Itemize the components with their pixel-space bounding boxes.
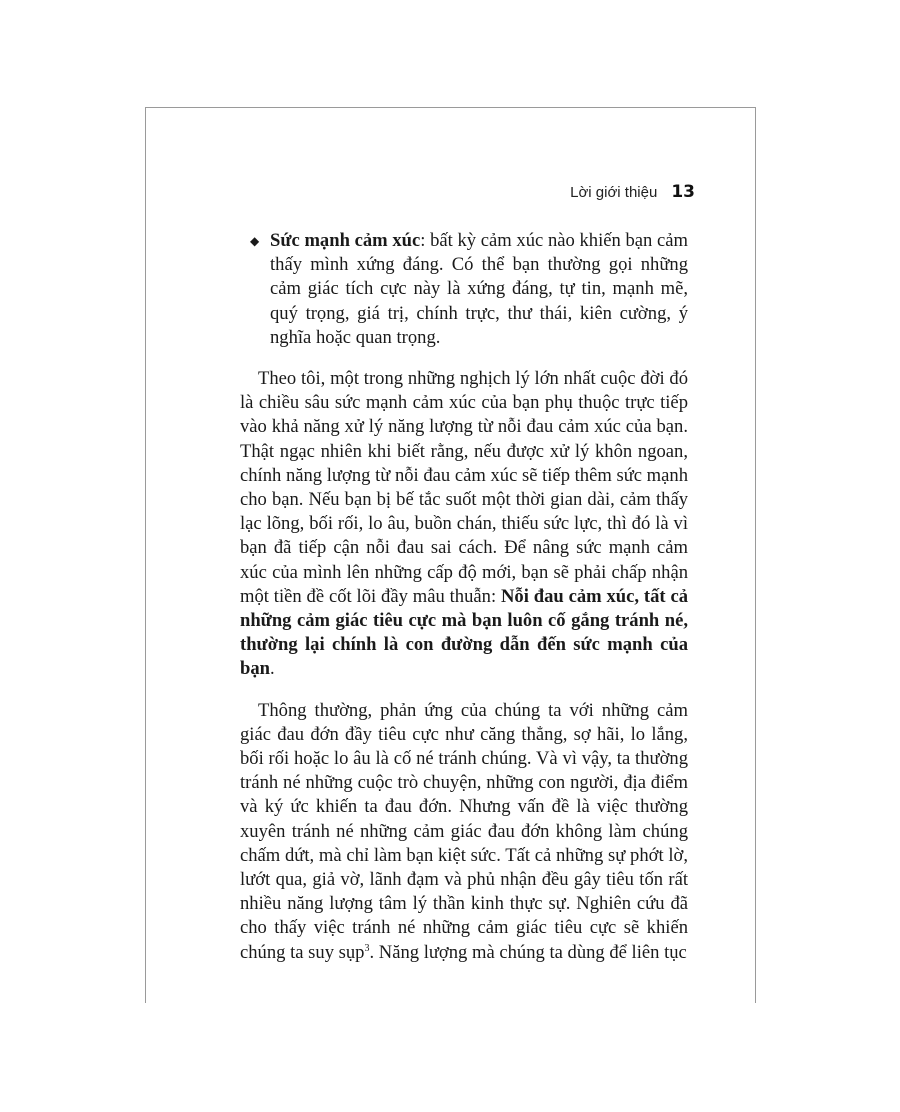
paragraph-1-bold: Nỗi đau cảm xúc, tất cả những cảm giác tiêu cực mà bạn luôn cố gắng tránh né, thường lại chính là con đường dẫn đến sức mạnh của bạn	[240, 585, 688, 680]
bullet-text: : bất kỳ cảm xúc nào khiến bạn cảm thấy mình xứng đáng. Có thể bạn thường gọi những cảm giác tích cực này là xứng đáng, tự tin, mạnh mẽ, quý trọng, giá trị, chính trực, thư thái, kiên cường, ý nghĩa hoặc quan trọng.	[270, 230, 688, 348]
page-number: 13	[671, 182, 695, 202]
footnote-ref[interactable]: 3	[364, 942, 370, 954]
page-body	[240, 229, 688, 982]
paragraph-2-tail: . Năng lượng mà chúng ta dùng để liên tục	[369, 941, 687, 963]
paragraph-1-end: .	[269, 658, 275, 680]
running-header	[570, 182, 695, 202]
bullet-term: Sức mạnh cảm xúc	[270, 230, 421, 251]
chapter-title: Lời giới thiệu	[570, 184, 658, 201]
bullet-item	[240, 229, 688, 350]
book-page	[145, 107, 756, 1003]
paragraph-2-text: Thông thường, phản ứng của chúng ta với những cảm giác đau đớn đầy tiêu cực như căng thẳng, sợ hãi, lo lắng, bối rối hoặc lo âu là cố né tránh chúng. Và vì vậy, ta thường tránh né những cuộc trò chuyện, những con người, địa điểm và ký ức khiến ta đau đớn. Nhưng vấn đề là việc thường xuyên tránh né những cảm giác đau đớn không làm chúng chấm dứt, mà chỉ làm bạn kiệt sức. Tất cả những sự phớt lờ, lướt qua, giả vờ, lãnh đạm và phủ nhận đều gây tiêu tốn rất nhiều năng lượng tâm lý thần kinh thực sự. Nghiên cứu đã cho thấy việc tránh né những cảm giác tiêu cực sẽ khiến chúng ta suy sụp	[240, 699, 688, 963]
paragraph-1-text: Theo tôi, một trong những nghịch lý lớn nhất cuộc đời đó là chiều sâu sức mạnh cảm xúc của bạn phụ thuộc trực tiếp vào khả năng xử lý năng lượng từ nỗi đau cảm xúc của bạn. Thật ngạc nhiên khi biết rằng, nếu được xử lý khôn ngoan, chính năng lượng từ nỗi đau cảm xúc sẽ tiếp thêm sức mạnh cho bạn. Nếu bạn bị bế tắc suốt một thời gian dài, cảm thấy lạc lõng, bối rối, lo âu, buồn chán, thiếu sức lực, thì đó là vì bạn đã tiếp cận nỗi đau sai cách. Để nâng sức mạnh cảm xúc của mình lên những cấp độ mới, bạn sẽ phải chấp nhận một tiền đề cốt lõi đầy mâu thuẫn:	[240, 368, 688, 607]
bullet-icon: ◆	[250, 234, 260, 248]
paragraph-2	[240, 699, 688, 965]
paragraph-1	[240, 367, 688, 682]
